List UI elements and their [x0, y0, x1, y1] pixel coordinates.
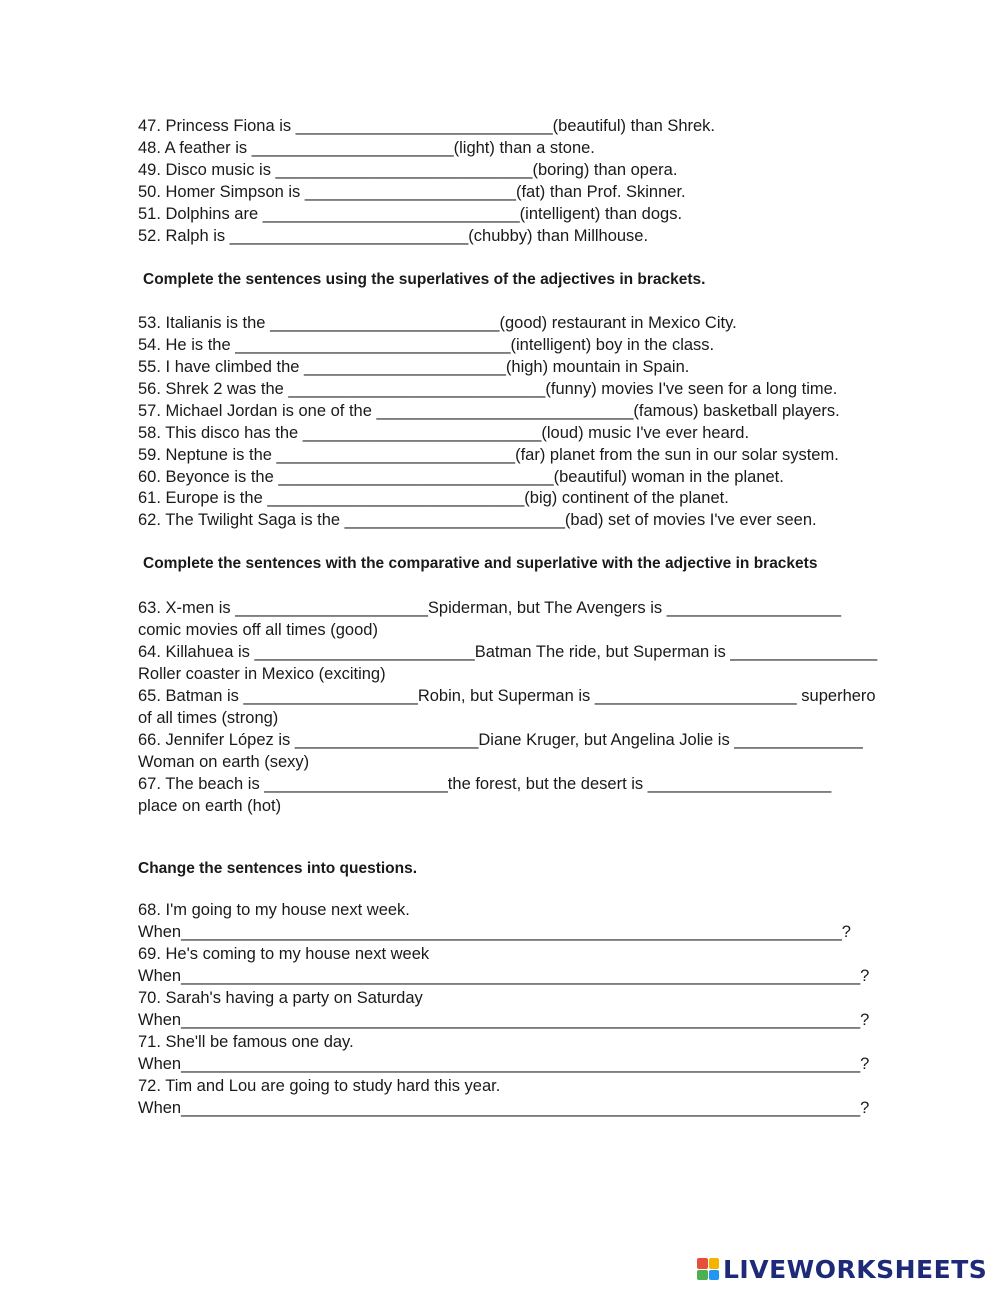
- exercise-47: 47. Princess Fiona is ____________________________(beautiful) than Shrek.: [138, 117, 716, 135]
- logo-tile-4: [709, 1270, 720, 1281]
- exercise-51: 51. Dolphins are ____________________________(intelligent) than dogs.: [138, 205, 683, 223]
- logo-tile-3: [697, 1270, 708, 1281]
- exercise-59: 59. Neptune is the __________________________(far) planet from the sun in our solar system.: [138, 446, 839, 464]
- exercise-64: 64. Killahuea is ________________________Batman The ride, but Superman is ________________: [138, 643, 878, 661]
- liveworksheets-logo-text: LIVEWORKSHEETS: [723, 1254, 988, 1284]
- exercise-71: 71. She'll be famous one day.: [138, 1033, 354, 1051]
- logo-tile-2: [709, 1258, 720, 1269]
- answer-line-70[interactable]: When__________________________________________________________________________?: [138, 1011, 870, 1029]
- exercise-54: 54. He is the ______________________________(intelligent) boy in the class.: [138, 336, 715, 354]
- exercise-63-continued: comic movies off all times (good): [138, 621, 378, 639]
- answer-line-71[interactable]: When__________________________________________________________________________?: [138, 1055, 870, 1073]
- exercise-61: 61. Europe is the ____________________________(big) continent of the planet.: [138, 489, 729, 507]
- exercise-66-continued: Woman on earth (sexy): [138, 753, 310, 771]
- liveworksheets-logo-icon: [697, 1258, 719, 1280]
- exercise-53: 53. Italianis is the _________________________(good) restaurant in Mexico City.: [138, 314, 737, 332]
- liveworksheets-logo[interactable]: [697, 1254, 987, 1284]
- exercise-67: 67. The beach is ____________________the forest, but the desert is ____________________: [138, 775, 832, 793]
- exercise-64-continued: Roller coaster in Mexico (exciting): [138, 665, 386, 683]
- exercise-69: 69. He's coming to my house next week: [138, 945, 430, 963]
- answer-line-72[interactable]: When__________________________________________________________________________?: [138, 1099, 870, 1117]
- exercise-57: 57. Michael Jordan is one of the ____________________________(famous) basketball players.: [138, 402, 840, 420]
- answer-line-69[interactable]: When__________________________________________________________________________?: [138, 967, 870, 985]
- exercise-52: 52. Ralph is __________________________(chubby) than Millhouse.: [138, 227, 649, 245]
- exercise-49: 49. Disco music is ____________________________(boring) than opera.: [138, 161, 678, 179]
- section-heading-superlatives: Complete the sentences using the superlatives of the adjectives in brackets.: [143, 271, 706, 288]
- exercise-55: 55. I have climbed the ______________________(high) mountain in Spain.: [138, 358, 690, 376]
- exercise-56: 56. Shrek 2 was the ____________________________(funny) movies I've seen for a long time.: [138, 380, 838, 398]
- exercise-60: 60. Beyonce is the ______________________________(beautiful) woman in the planet.: [138, 468, 784, 486]
- exercise-70: 70. Sarah's having a party on Saturday: [138, 989, 423, 1007]
- exercise-50: 50. Homer Simpson is _______________________(fat) than Prof. Skinner.: [138, 183, 686, 201]
- exercise-66: 66. Jennifer López is ____________________Diane Kruger, but Angelina Jolie is ______________: [138, 731, 863, 749]
- exercise-65-continued: of all times (strong): [138, 709, 279, 727]
- exercise-62: 62. The Twilight Saga is the ________________________(bad) set of movies I've ever seen.: [138, 511, 817, 529]
- logo-tile-1: [697, 1258, 708, 1269]
- exercise-48: 48. A feather is ______________________(light) than a stone.: [138, 139, 595, 157]
- exercise-68: 68. I'm going to my house next week.: [138, 901, 410, 919]
- exercise-65: 65. Batman is ___________________Robin, but Superman is ______________________ superhero: [138, 687, 876, 705]
- answer-line-68[interactable]: When________________________________________________________________________?: [138, 923, 851, 941]
- section-heading-comparative-superlative: Complete the sentences with the comparative and superlative with the adjective in brackets: [143, 555, 818, 572]
- exercise-63: 63. X-men is _____________________Spiderman, but The Avengers is ___________________: [138, 599, 842, 617]
- exercise-67-continued: place on earth (hot): [138, 797, 282, 815]
- exercise-72: 72. Tim and Lou are going to study hard this year.: [138, 1077, 501, 1095]
- exercise-58: 58. This disco has the __________________________(loud) music I've ever heard.: [138, 424, 750, 442]
- section-heading-questions: Change the sentences into questions.: [138, 860, 418, 877]
